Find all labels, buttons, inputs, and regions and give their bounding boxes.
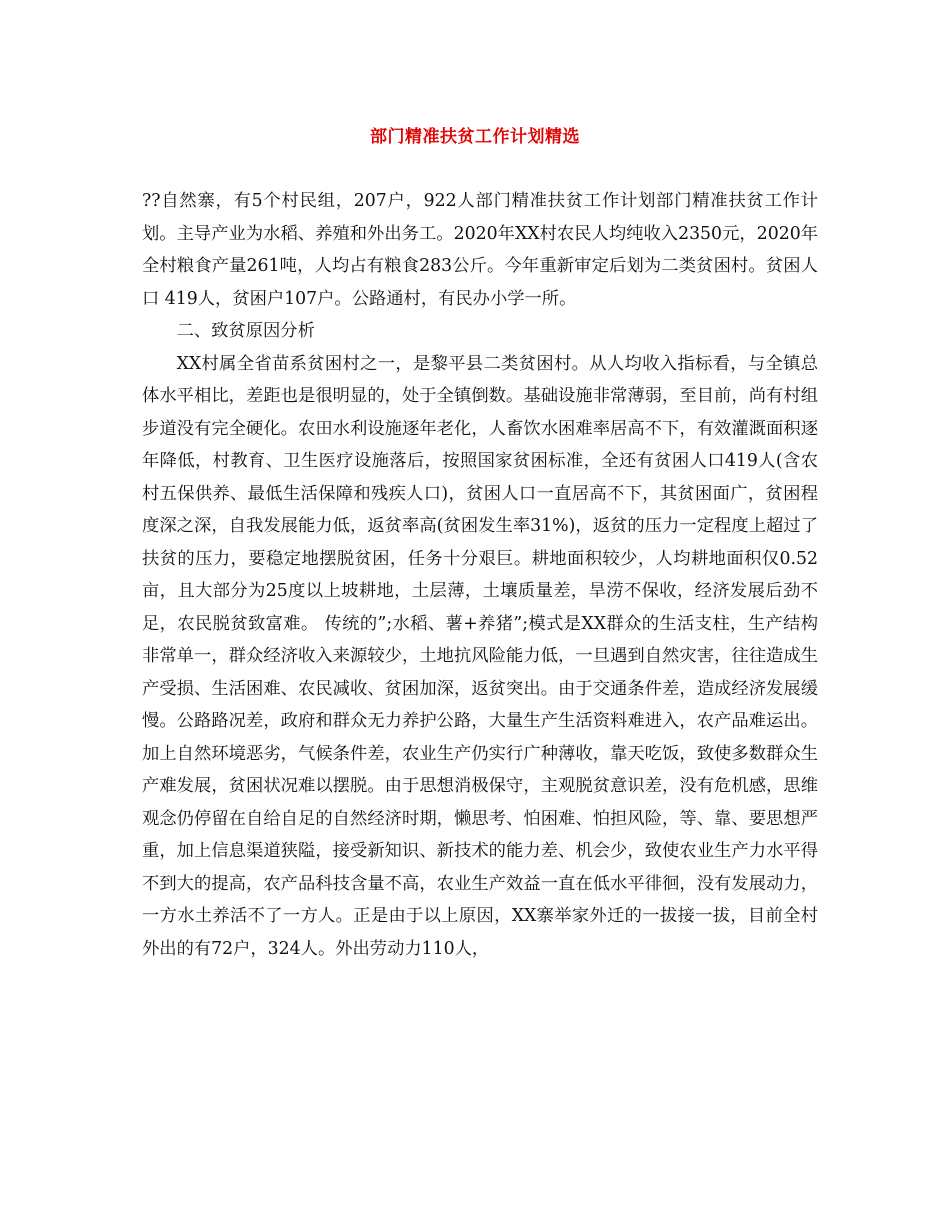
document-body bbox=[142, 185, 818, 965]
document-title: 部门精准扶贫工作计划精选 bbox=[370, 127, 580, 147]
paragraph-analysis: XX村属全省苗系贫困村之一，是黎平县二类贫困村。从人均收入指标看，与全镇总体水平相比，差距也是很明显的，处于全镇倒数。基础设施非常薄弱，至目前，尚有村组步道没有完全硬化。农田水利设施逐年老化，人畜饮水困难率居高不下，有效灌溉面积逐年降低，村教育、卫生医疗设施落后，按照国家贫困标准，全还有贫困人口419人(含农村五保供养、最低生活保障和残疾人口)，贫困人口一直居高不下，其贫困面广，贫困程度深之深，自我发展能力低，返贫率高(贫困发生率31%)，返贫的压力一定程度上超过了扶贫的压力，要稳定地摆脱贫困，任务十分艰巨。耕地面积较少，人均耕地面积仅0.52亩，且大部分为25度以上坡耕地，土层薄，土壤质量差，旱涝不保收，经济发展后劲不足，农民脱贫致富难。 传统的”;水稻、薯+养猪”;模式是XX群众的生活支柱，生产结构非常单一，群众经济收入来源较少，土地抗风险能力低，一旦遇到自然灾害，往往造成生产受损、生活困难、农民减收、贫困加深，返贫突出。由于交通条件差，造成经济发展缓慢。公路路况差，政府和群众无力养护公路，大量生产生活资料难进入，农产品难运出。加上自然环境恶劣，气候条件差，农业生产仍实行广种薄收，靠天吃饭，致使多数群众生产难发展，贫困状况难以摆脱。由于思想消极保守，主观脱贫意识差，没有危机感，思维观念仍停留在自给自足的自然经济时期，懒思考、怕困难、怕担风险，等、靠、要思想严重，加上信息渠道狭隘，接受新知识、新技术的能力差、机会少，致使农业生产力水平得不到大的提高，农产品科技含量不高，农业生产效益一直在低水平徘徊，没有发展动力，一方水土养活不了一方人。正是由于以上原因，XX寨举家外迁的一拔接一拔，目前全村外出的有72户，324人。外出劳动力110人， bbox=[142, 353, 818, 959]
paragraph-intro: ??自然寨，有5个村民组，207户，922人部门精准扶贫工作计划部门精准扶贫工作计划。主导产业为水稻、养殖和外出务工。2020年XX村农民人均纯收入2350元，2020年全村粮食产量261吨，人均占有粮食283公斤。今年重新审定后划为二类贫困村。贫困人口 419人，贫困户107户。公路通村，有民办小学一所。 bbox=[142, 191, 818, 309]
section-heading: 二、致贫原因分析 bbox=[176, 321, 315, 341]
